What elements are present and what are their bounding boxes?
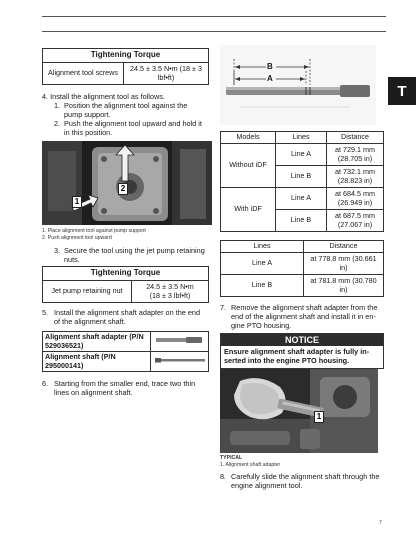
torque-2-value-line1: 24.5 ± 3.5 N•m: [146, 282, 194, 292]
models-table: [220, 131, 384, 232]
tool-shaft-name: [43, 352, 151, 372]
photo-1-caption-2: 2. Push alignment tool upward: [42, 235, 112, 242]
lines-table: [220, 240, 384, 297]
label-a: A: [267, 74, 273, 83]
distance-in: in): [339, 284, 348, 294]
step-4-sub2-line1: Push the alignment tool upward and hold it: [64, 118, 202, 128]
table-cell-line: Line B: [221, 275, 304, 297]
notice-body: [221, 346, 383, 368]
col-distance-2: Distance: [304, 241, 384, 253]
table-cell-distance: [304, 275, 384, 297]
tools-table: [42, 331, 209, 372]
callout-2: 2: [118, 183, 128, 195]
torque-1-value-line2: lbf•ft): [157, 72, 175, 82]
step-4-sub1-line2: pump support.: [64, 109, 111, 119]
col-distance: Distance: [327, 132, 384, 144]
step-4-sub2-line2: in this position.: [64, 127, 113, 137]
table-cell-line: Line B: [276, 166, 327, 188]
step-7-line2: end of the alignment shaft and install it in en-: [231, 311, 376, 321]
torque-table-1-header: Tightening Torque: [43, 49, 209, 63]
table-cell-line: Line A: [276, 188, 327, 210]
step-8-number: 8.: [220, 472, 227, 481]
distance-in: (26.949 in): [337, 197, 373, 207]
step-5-line2: of the alignment shaft.: [54, 316, 126, 326]
distance-in: in): [339, 262, 348, 272]
col-models: Models: [221, 132, 276, 144]
shaft-diagram: [220, 45, 376, 125]
step-6-line1: Starting from the smaller end, trace two thin: [54, 379, 196, 388]
distance-mm: at 778.8 mm (30.661: [310, 254, 377, 264]
step-4-sub1-number: 1.: [54, 100, 61, 110]
distance-in: (27.067 in): [337, 219, 373, 229]
adapter-install-photo: [220, 369, 378, 453]
step-5-number: 5.: [42, 308, 49, 317]
alignment-tool-photo: [42, 141, 212, 225]
step-8-line2: engine alignment tool.: [231, 480, 303, 490]
tool-shaft-line1: Alignment shaft (P/N: [45, 352, 116, 362]
table-cell-distance: [327, 210, 384, 232]
step-4-sub1-line1: Position the alignment tool against the: [64, 100, 188, 110]
step-6-line2: lines on alignment shaft.: [54, 387, 133, 397]
notice-box: [220, 333, 384, 369]
torque-table-2-item: Jet pump retaining nut: [43, 281, 132, 303]
top-rule: [42, 16, 386, 17]
notice-line1: Ensure alignment shaft adapter is fully in-: [224, 347, 370, 356]
model-with-idf: With iDF: [221, 188, 276, 232]
callout-1: 1: [72, 196, 82, 208]
tool-adapter-image: [151, 332, 209, 352]
distance-mm: at 684.5 mm: [335, 189, 375, 199]
page-number: 7: [379, 520, 382, 526]
alignment-shaft-icon: [152, 354, 208, 366]
adapter-install-illustration: [220, 369, 378, 453]
callout-adapter: 1: [314, 411, 324, 423]
step-3-line2: nuts.: [64, 254, 80, 264]
shaft-adapter-icon: [152, 334, 208, 346]
torque-table-1-item: Alignment tool screws: [43, 63, 124, 85]
step-4-text: Install the alignment tool as follows.: [50, 92, 165, 101]
tool-adapter-name: [43, 332, 151, 352]
label-b: B: [267, 62, 273, 71]
table-cell-distance: [327, 188, 384, 210]
table-cell-distance: [327, 144, 384, 166]
step-4: [42, 93, 212, 138]
step-3: [54, 247, 214, 265]
photo-2-caption-title: TYPICAL: [220, 455, 243, 461]
torque-table-2: [42, 266, 209, 303]
section-tab: T: [388, 77, 416, 105]
step-5-line1: Install the alignment shaft adapter on the end: [54, 308, 201, 317]
col-lines: Lines: [276, 132, 327, 144]
table-cell-line: Line A: [276, 144, 327, 166]
notice-line2: serted into the engine PTO housing.: [224, 355, 350, 365]
distance-mm: at 781.8 mm (30.780: [310, 276, 377, 286]
table-cell-line: Line B: [276, 210, 327, 232]
col-lines-2: Lines: [221, 241, 304, 253]
step-5: [42, 309, 214, 327]
step-3-line1: Secure the tool using the jet pump retaining: [64, 246, 205, 255]
torque-table-2-value: [132, 281, 209, 303]
torque-table-1-value: [124, 63, 209, 85]
photo-1-caption-1: 1. Place alignment tool against pump support: [42, 228, 146, 234]
step-7-line3: gine PTO housing.: [231, 320, 292, 330]
step-8-line1: Carefully slide the alignment shaft through the: [231, 472, 380, 481]
photo-2-caption-1: 1. Alignment shaft adapter: [220, 462, 281, 469]
step-8: [220, 473, 386, 491]
distance-in: (28.823 in): [337, 175, 373, 185]
top-rule-2: [42, 31, 386, 32]
tool-shaft-line2: 295000141): [45, 360, 84, 370]
step-4-sub2-number: 2.: [54, 118, 61, 128]
step-6-number: 6.: [42, 379, 49, 388]
step-7: [220, 304, 386, 331]
distance-mm: at 729.1 mm: [335, 145, 375, 155]
notice-title: NOTICE: [221, 334, 383, 346]
step-7-line1: Remove the alignment shaft adapter from the: [231, 303, 378, 312]
photo-1-caption: [42, 228, 212, 242]
table-cell-distance: [304, 253, 384, 275]
distance-mm: at 732.1 mm: [335, 167, 375, 177]
step-6: [42, 380, 214, 398]
shaft-measurement-figure: [220, 45, 376, 125]
tool-adapter-line1: Alignment shaft adapter (P/N: [45, 332, 144, 342]
tool-adapter-line2: 529036521): [45, 340, 84, 350]
table-cell-line: Line A: [221, 253, 304, 275]
torque-2-value-line2: (18 ± 3 lbf•ft): [149, 290, 191, 300]
torque-table-1: [42, 48, 209, 85]
photo-2-caption: [220, 455, 380, 469]
distance-mm: at 687.5 mm: [335, 211, 375, 221]
distance-in: (28.705 in): [337, 153, 373, 163]
step-4-number: 4.: [42, 92, 49, 101]
table-cell-distance: [327, 166, 384, 188]
tool-shaft-image: [151, 352, 209, 372]
step-7-number: 7.: [220, 303, 227, 312]
model-without-idf: Without iDF: [221, 144, 276, 188]
torque-table-2-header: Tightening Torque: [43, 267, 209, 281]
step-3-number: 3.: [54, 246, 61, 255]
torque-1-value-line1: 24.5 ± 3.5 N•m (18 ± 3: [130, 64, 202, 74]
